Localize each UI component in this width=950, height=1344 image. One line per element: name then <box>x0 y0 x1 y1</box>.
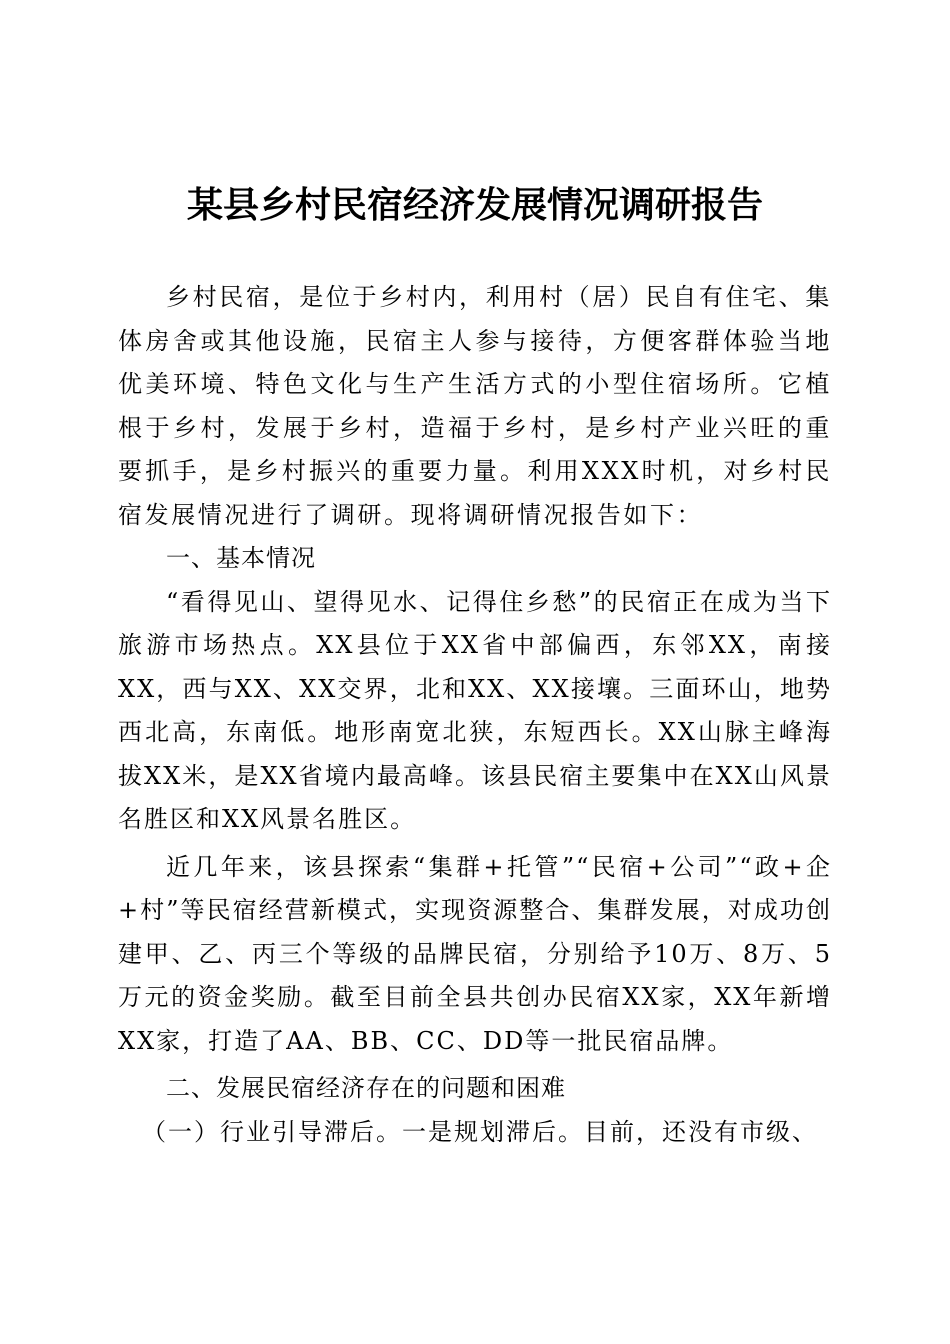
problems-paragraph-1: （一）行业引导滞后。一是规划滞后。目前，还没有市级、 <box>142 1117 818 1146</box>
section-heading-problems: 二、发展民宿经济存在的问题和困难 <box>166 1074 566 1102</box>
basic-situation-paragraph-2: 近几年来，该县探索“集群+托管”“民宿+公司”“政+企+村”等民宿经营新模式，实现资源整合、集群发展，对成功创建甲、乙、丙三个等级的品牌民宿，分别给予10万、8万、5万元的资金奖励。截至目前全县共创办民宿XX家，XX年新增XX家，打造了AA、BB、CC、DD等一批民宿品牌。 <box>118 852 832 1055</box>
basic-situation-paragraph-1: “看得见山、望得见水、记得住乡愁”的民宿正在成为当下旅游市场热点。XX县位于XX省中部偏西，东邻XX，南接XX，西与XX、XX交界，北和XX、XX接壤。三面环山，地势西北高，东南低。地形南宽北狭，东短西长。XX山脉主峰海拔XX米，是XX省境内最高峰。该县民宿主要集中在XX山风景名胜区和XX风景名胜区。 <box>118 587 832 833</box>
document-body <box>118 276 832 1154</box>
document-title: 某县乡村民宿经济发展情况调研报告 <box>186 184 763 226</box>
section-heading-basic-situation: 一、基本情况 <box>166 544 316 572</box>
intro-paragraph: 乡村民宿，是位于乡村内，利用村（居）民自有住宅、集体房舍或其他设施，民宿主人参与接待，方便客群体验当地优美环境、特色文化与生产生活方式的小型住宿场所。它植根于乡村，发展于乡村，造福于乡村，是乡村产业兴旺的重要抓手，是乡村振兴的重要力量。利用XXX时机，对乡村民宿发展情况进行了调研。现将调研情况报告如下： <box>118 283 832 529</box>
